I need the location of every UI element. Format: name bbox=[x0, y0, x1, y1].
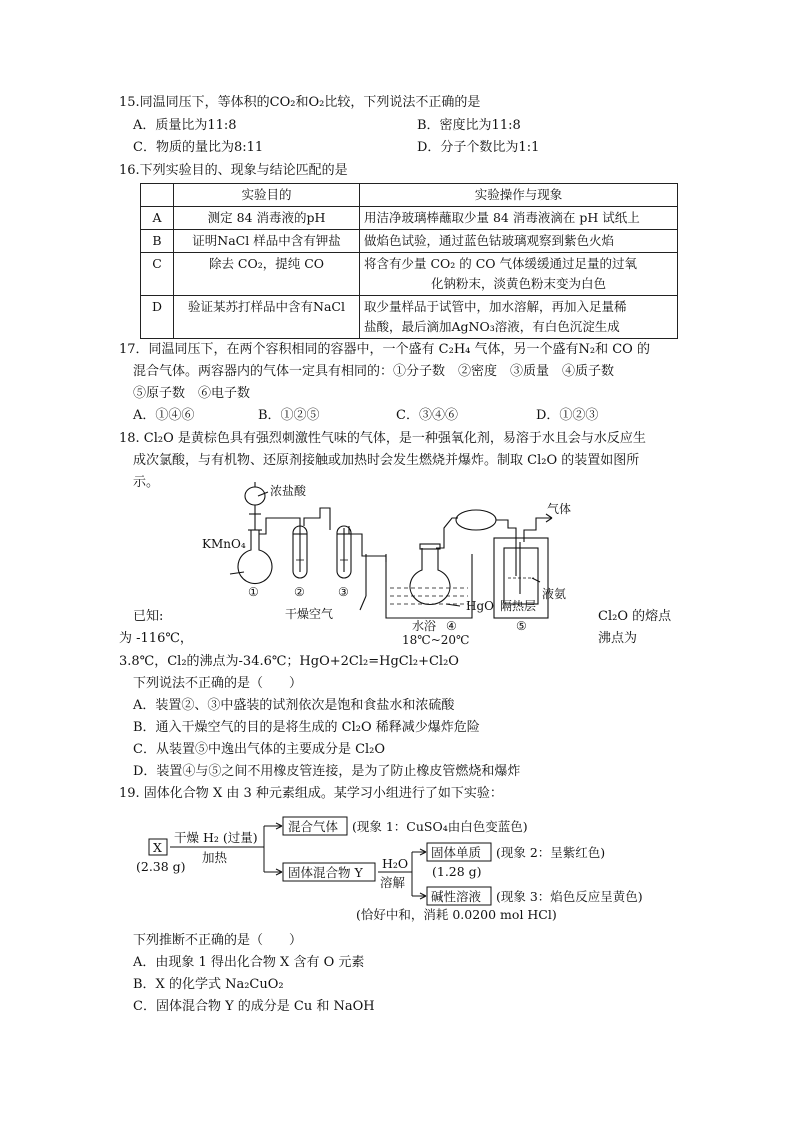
q19-ask: 下列推断不正确的是（ ） bbox=[133, 933, 303, 948]
row-label: D bbox=[141, 296, 174, 339]
q15-stem: 15.同温同压下，等体积的CO₂和O₂比较，下列说法不正确的是 bbox=[119, 95, 481, 110]
flow-solid-y: 固体混合物 Y bbox=[288, 865, 363, 880]
q18-option-b[interactable]: B．通入干燥空气的目的是将生成的 Cl₂O 稀释减少爆炸危险 bbox=[133, 720, 480, 735]
flow-obs1: (现象 1：CuSO₄由白色变蓝色) bbox=[352, 819, 528, 834]
q19-option-c[interactable]: C．固体混合物 Y 的成分是 Cu 和 NaOH bbox=[133, 999, 375, 1014]
row-purpose: 测定 84 消毒液的pH bbox=[174, 207, 360, 230]
table-row[interactable] bbox=[141, 207, 678, 230]
q18-known-c: 为 -116℃， bbox=[119, 631, 193, 646]
header-purpose: 实验目的 bbox=[174, 184, 360, 207]
label-hgo: HgO bbox=[466, 599, 494, 613]
q18-option-c[interactable]: C．从装置⑤中逸出气体的主要成分是 Cl₂O bbox=[133, 742, 386, 757]
label-liquid-ammonia: 液氨 bbox=[542, 587, 567, 601]
row-label: C bbox=[141, 253, 174, 296]
q18-option-a[interactable]: A．装置②、③中盛装的试剂依次是饱和食盐水和浓硫酸 bbox=[133, 698, 455, 713]
label-n1: ① bbox=[248, 585, 259, 599]
q18-line1: 18. Cl₂O 是黄棕色具有强烈刺激性气味的气体，是一种强氧化剂，易溶于水且会与水反应生 bbox=[119, 431, 646, 446]
header-operation: 实验操作与现象 bbox=[360, 184, 678, 207]
table-row[interactable] bbox=[141, 230, 678, 253]
q17-line3: ⑤原子数 ⑥电子数 bbox=[133, 386, 251, 401]
flow-note: (恰好中和，消耗 0.0200 mol HCl) bbox=[356, 907, 557, 922]
flow-x-mass: (2.38 g) bbox=[136, 859, 186, 874]
row-operation: 用洁净玻璃棒蘸取少量 84 消毒液滴在 pH 试纸上 bbox=[360, 207, 678, 230]
q19-flowchart bbox=[130, 808, 670, 926]
table-header-row bbox=[141, 184, 678, 207]
q19-option-a[interactable]: A．由现象 1 得出化合物 X 含有 O 元素 bbox=[133, 955, 365, 970]
flow-cond-heat: 加热 bbox=[202, 850, 228, 865]
q17-option-c[interactable]: C．③④⑥ bbox=[396, 408, 458, 423]
label-temperature: 18℃~20℃ bbox=[402, 633, 470, 647]
q15-option-d[interactable]: D．分子个数比为1:1 bbox=[417, 140, 540, 155]
q17-option-d[interactable]: D．①②③ bbox=[536, 408, 599, 423]
q17-line2: 混合气体。两容器内的气体一定具有相同的：①分子数 ②密度 ③质量 ④质子数 bbox=[133, 364, 615, 379]
flow-obs2: (现象 2：呈紫红色) bbox=[496, 845, 606, 860]
q18-option-d[interactable]: D．装置④与⑤之间不用橡皮管连接，是为了防止橡皮管燃烧和爆炸 bbox=[133, 764, 521, 779]
label-n5: ⑤ bbox=[516, 619, 527, 633]
row-label: A bbox=[141, 207, 174, 230]
flow-mixed-gas: 混合气体 bbox=[288, 819, 339, 834]
flow-solid-mass: (1.28 g) bbox=[432, 864, 482, 879]
table-row[interactable] bbox=[141, 253, 678, 296]
q15-option-c[interactable]: C．物质的量比为8:11 bbox=[133, 140, 264, 155]
row-purpose: 证明NaCl 样品中含有钾盐 bbox=[174, 230, 360, 253]
flow-dissolve: 溶解 bbox=[380, 875, 406, 890]
q18-known-e: 3.8℃，Cl₂的沸点为-34.6℃；HgO+2Cl₂=HgCl₂+Cl₂O bbox=[119, 654, 459, 669]
q17-option-b[interactable]: B．①②⑤ bbox=[258, 408, 320, 423]
label-n2: ② bbox=[294, 585, 305, 599]
q16-table bbox=[140, 183, 678, 339]
q18-line3: 示。 bbox=[133, 475, 160, 490]
label-kmno4: KMnO₄ bbox=[202, 537, 246, 551]
label-hcl: 浓盐酸 bbox=[270, 484, 307, 498]
flow-x: X bbox=[153, 840, 162, 855]
q18-known-d: 沸点为 bbox=[598, 631, 638, 646]
flow-obs3: (现象 3：焰色反应呈黄色) bbox=[496, 889, 643, 904]
row-operation: 取少量样品于试管中，加水溶解，再加入足量稀 盐酸，最后滴加AgNO₃溶液，有白色沉淀生成 bbox=[360, 296, 678, 339]
label-insulation: 隔热层 bbox=[500, 599, 537, 613]
table-row[interactable] bbox=[141, 296, 678, 339]
row-label: B bbox=[141, 230, 174, 253]
flow-solid-element: 固体单质 bbox=[431, 845, 482, 860]
q16-stem: 16.下列实验目的、现象与结论匹配的是 bbox=[119, 163, 348, 178]
row-operation: 将含有少量 CO₂ 的 CO 气体缓缓通过足量的过氧 化钠粉末，淡黄色粉末变为白色 bbox=[360, 253, 678, 296]
cl2o-apparatus-diagram bbox=[190, 478, 600, 650]
label-gas: 气体 bbox=[547, 502, 572, 516]
q15-option-a[interactable]: A．质量比为11:8 bbox=[133, 118, 237, 133]
row-purpose: 验证某苏打样品中含有NaCl bbox=[174, 296, 360, 339]
q18-known-b: Cl₂O 的熔点 bbox=[598, 609, 672, 624]
label-n4: ④ bbox=[446, 619, 457, 633]
q17-option-a[interactable]: A．①④⑥ bbox=[133, 408, 195, 423]
flow-cond-h2: 干燥 H₂ (过量) bbox=[174, 830, 258, 845]
row-operation: 做焰色试验，通过蓝色钴玻璃观察到紫色火焰 bbox=[360, 230, 678, 253]
flow-basic-solution: 碱性溶液 bbox=[431, 889, 482, 904]
q19-option-b[interactable]: B．X 的化学式 Na₂CuO₂ bbox=[133, 977, 284, 992]
q18-known-a: 已知: bbox=[133, 609, 164, 624]
label-water-bath: 水浴 bbox=[412, 619, 437, 633]
q15-option-b[interactable]: B．密度比为11:8 bbox=[417, 118, 521, 133]
row-purpose: 除去 CO₂，提纯 CO bbox=[174, 253, 360, 296]
q18-ask: 下列说法不正确的是（ ） bbox=[133, 676, 303, 691]
label-n3: ③ bbox=[338, 585, 349, 599]
q18-line2: 成次氯酸，与有机物、还原剂接触或加热时会发生燃烧并爆炸。制取 Cl₂O 的装置如图所 bbox=[133, 453, 640, 468]
q17-line1: 17．同温同压下，在两个容积相同的容器中，一个盛有 C₂H₄ 气体，另一个盛有N₂和 CO 的 bbox=[119, 342, 650, 357]
label-air: 干燥空气 bbox=[285, 607, 334, 621]
q19-stem: 19. 固体化合物 X 由 3 种元素组成。某学习小组进行了如下实验： bbox=[119, 786, 503, 801]
flow-h2o: H₂O bbox=[382, 856, 409, 871]
